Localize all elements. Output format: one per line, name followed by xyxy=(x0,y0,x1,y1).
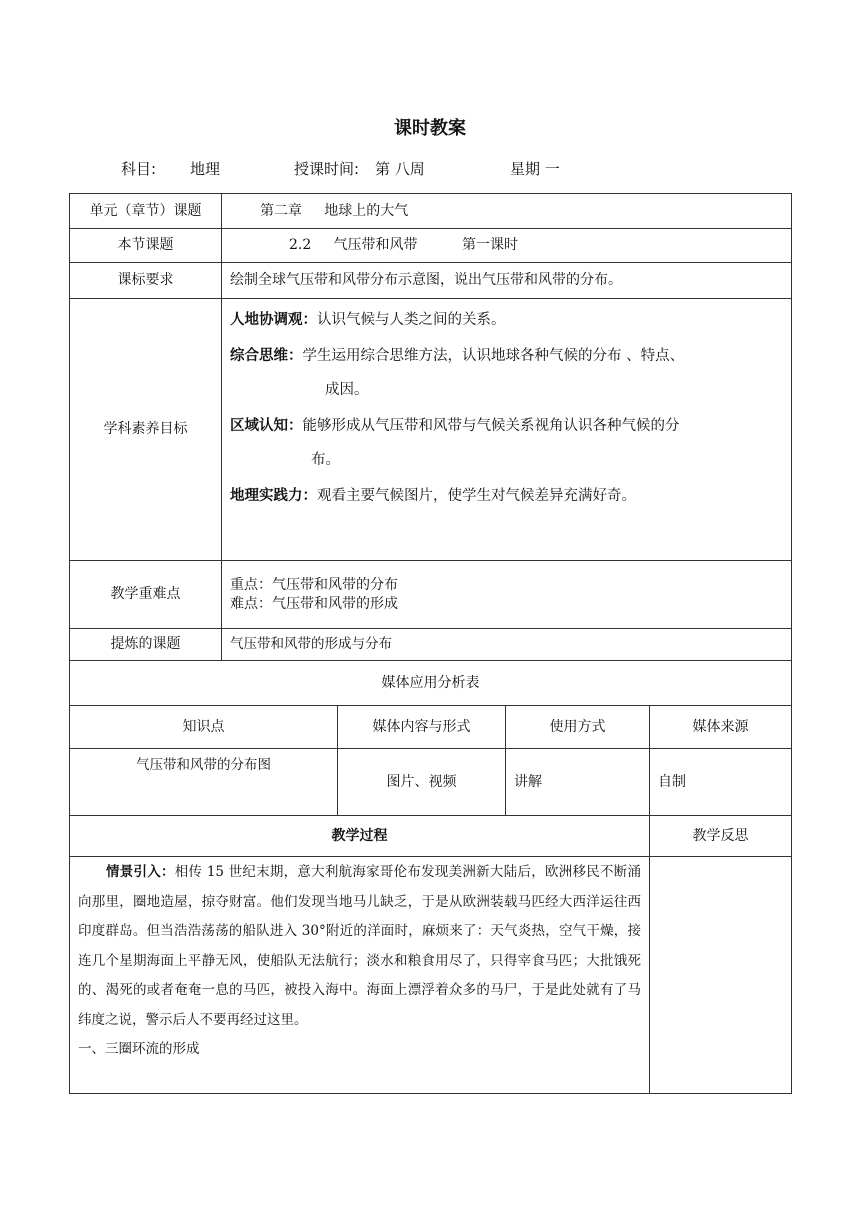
week-value: 第 八周 xyxy=(375,160,425,178)
subject-label: 科目: xyxy=(121,160,157,178)
lesson-row xyxy=(70,229,792,263)
lesson-value: 2.2 气压带和风带 第一课时 xyxy=(222,229,792,263)
reflection-body xyxy=(650,857,792,1094)
unit-value: 第二章 地球上的大气 xyxy=(222,194,792,229)
difficulty-point: 难点：气压带和风带的形成 xyxy=(230,595,398,612)
media-source: 自制 xyxy=(650,749,792,816)
standard-value: 绘制全球气压带和风带分布示意图，说出气压带和风带的分布。 xyxy=(222,263,792,299)
unit-label: 单元（章节）课题 xyxy=(70,194,222,229)
weekday-value: 星期 一 xyxy=(510,160,560,178)
literacy-goals xyxy=(222,299,792,561)
refined-topic-row xyxy=(70,629,792,661)
media-header-content: 媒体内容与形式 xyxy=(338,706,506,749)
literacy-label: 学科素养目标 xyxy=(70,299,222,561)
media-header-source: 媒体来源 xyxy=(650,706,792,749)
media-header-knowledge: 知识点 xyxy=(70,706,338,749)
process-body xyxy=(70,857,650,1094)
focus-point: 重点：气压带和风带的分布 xyxy=(230,577,398,594)
goal-item: 人地协调观：认识气候与人类之间的关系。 xyxy=(230,312,506,328)
time-label: 授课时间: xyxy=(294,160,360,178)
goal-item: 综合思维：学生运用综合思维方法，认识地球各种气候的分布 、特点、 成因。 xyxy=(230,348,685,398)
media-header-row xyxy=(70,706,792,749)
media-data-row xyxy=(70,749,792,816)
reflection-header: 教学反思 xyxy=(650,816,792,857)
key-points-label: 教学重难点 xyxy=(70,561,222,629)
refined-topic-label: 提炼的课题 xyxy=(70,629,222,661)
goal-item: 区域认知：能够形成从气压带和风带与气候关系视角认识各种气候的分 布。 xyxy=(230,418,680,468)
standard-row xyxy=(70,263,792,299)
section-heading: 一、三圈环流的形成 xyxy=(78,1041,200,1057)
lesson-plan-table xyxy=(69,193,792,1094)
process-header: 教学过程 xyxy=(70,816,650,857)
unit-row xyxy=(70,194,792,229)
lesson-label: 本节课题 xyxy=(70,229,222,263)
media-header-usage: 使用方式 xyxy=(506,706,650,749)
literacy-row xyxy=(70,299,792,561)
media-table-title: 媒体应用分析表 xyxy=(70,661,792,706)
media-usage: 讲解 xyxy=(506,749,650,816)
media-content: 图片、视频 xyxy=(338,749,506,816)
refined-topic-value: 气压带和风带的形成与分布 xyxy=(222,629,792,661)
media-title-row xyxy=(70,661,792,706)
key-points-value xyxy=(222,561,792,629)
goal-item: 地理实践力：观看主要气候图片，使学生对气候差异充满好奇。 xyxy=(230,488,636,504)
key-points-row xyxy=(70,561,792,629)
intro-paragraph: 情景引入：相传 15 世纪末期，意大利航海家哥伦布发现美洲新大陆后，欧洲移民不断涌向那里，圈地造屋，掠夺财富。他们发现当地马儿缺乏，于是从欧洲装载马匹经大西洋运往西印度群岛。但当浩浩荡荡的船队进入 30°附近的洋面时，麻烦来了：天气炎热，空气干燥，接连几个星期海面上平静无风，使船队无法航行；淡水和粮食用尽了，只得宰食马匹；大批饿死的、渴死的或者奄奄一息的马匹，被投入海中。海面上漂浮着众多的马尸，于是此处就有了马纬度之说，警示后人不要再经过这里。 xyxy=(78,864,641,1028)
subject-value: 地理 xyxy=(190,160,221,178)
standard-label: 课标要求 xyxy=(70,263,222,299)
media-knowledge: 气压带和风带的分布图 xyxy=(70,749,338,816)
process-header-row xyxy=(70,816,792,857)
document-title: 课时教案 xyxy=(394,118,466,139)
lesson-meta xyxy=(0,158,860,182)
process-body-row xyxy=(70,857,792,1094)
